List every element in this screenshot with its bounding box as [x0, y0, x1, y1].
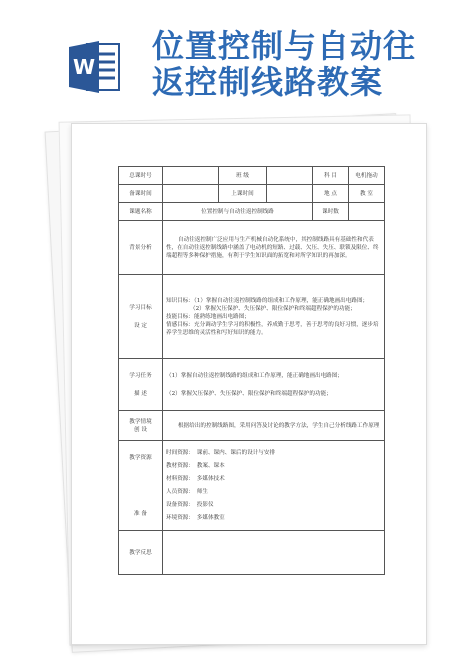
reflection-label: 教学反思 — [119, 531, 163, 575]
situation-text: 根据给出的控制线路图，采用问答及讨论的教学方法，学生自己分析线路工作原理 — [163, 411, 385, 441]
tasks-label-line-2: 描 述 — [134, 390, 147, 397]
goals-label-line-1: 学习目标 — [129, 304, 152, 311]
tasks-label — [119, 359, 163, 411]
table-row — [119, 411, 385, 441]
word-app-icon — [69, 38, 121, 96]
resources-content — [163, 441, 385, 531]
prep-time-value — [163, 185, 219, 203]
resource-line: 教材资源： 教案、课本 — [166, 462, 225, 469]
resources-label — [119, 441, 163, 531]
table-row — [119, 221, 385, 275]
resource-line: 设备资源： 投影仪 — [166, 501, 214, 508]
resource-line: 人员资源： 师生 — [166, 488, 208, 495]
class-value — [267, 167, 313, 185]
tasks-label-line-1: 学习任务 — [129, 372, 152, 379]
class-label: 班 级 — [219, 167, 267, 185]
hours-label: 课时数 — [313, 203, 349, 221]
resource-line: 环境资源： 多媒体教室 — [166, 514, 225, 521]
table-row — [119, 531, 385, 575]
class-time-label: 上课时间 — [219, 185, 267, 203]
reflection-value — [163, 531, 385, 575]
task-line: （1）掌握自动往返控制线路的组成和工作原理，能正确地画出电路图； — [166, 372, 343, 379]
subject-label: 科 目 — [313, 167, 349, 185]
word-icon-letter: W — [72, 55, 96, 79]
title-line-1: 位置控制与自动往 — [152, 27, 417, 65]
background-text: 自动往返控制广泛应用与生产机械自动化系统中，其控制线路具有基础性和代表性，在自动往返控制线路中涵盖了电动机的短路、过载、欠压、失压、联锁及限位、终端超程等多种保护措施，有利于学生知识面的拓宽和对所学知识的再加深。 — [163, 221, 385, 275]
total-lesson-value — [163, 167, 219, 185]
goal-line: 知识目标：（1）掌握自动往返控制线路的组成和工作原理，能正确地画出电路图； — [166, 297, 369, 304]
subject-value: 电机拖动 — [349, 167, 385, 185]
goal-line: （2）掌握欠压保护、失压保护、限位保护和终端超程保护的功能； — [190, 305, 356, 312]
location-value: 教 室 — [349, 185, 385, 203]
topic-label: 课题名称 — [119, 203, 163, 221]
table-row — [119, 359, 385, 411]
resources-label-line-2: 准 备 — [134, 510, 147, 517]
situation-label — [119, 411, 163, 441]
table-row — [119, 167, 385, 185]
resource-line: 材料资源： 多媒体技术 — [166, 475, 225, 482]
table-row — [119, 275, 385, 359]
title-line-2: 返控制线路教案 — [152, 63, 384, 101]
background-label: 背景分析 — [119, 221, 163, 275]
table-row — [119, 203, 385, 221]
task-line: （2）掌握欠压保护、失压保护、限位保护和终端超程保护的功能； — [166, 390, 332, 397]
situation-label-line-2: 创 设 — [134, 426, 147, 433]
hours-value — [349, 203, 385, 221]
goals-label — [119, 275, 163, 359]
goals-content — [163, 275, 385, 359]
resource-line: 时间资源： 课前、课内、课后的设计与安排 — [166, 449, 276, 456]
document-page — [71, 123, 427, 645]
situation-label-line-1: 教学情境 — [129, 418, 152, 425]
goal-line: 技能目标：能熟练地画出电路图； — [166, 313, 250, 320]
table-row — [119, 441, 385, 531]
total-lesson-label: 总课时号 — [119, 167, 163, 185]
goal-line: 情感目标：充分调动学生学习的积极性，养成勤于思考，善于思考的良好习惯，逐步培养学生思维的灵活性和写好知识的能力。 — [166, 321, 379, 336]
goals-label-line-2: 设 定 — [134, 322, 147, 329]
table-row — [119, 185, 385, 203]
class-time-value — [267, 185, 313, 203]
resources-label-line-1: 教学资源 — [129, 454, 152, 461]
document-title — [152, 28, 416, 100]
prep-time-label: 备课时间 — [119, 185, 163, 203]
topic-value: 位置控制与自动往返控制线路 — [163, 203, 313, 221]
tasks-content — [163, 359, 385, 411]
lesson-plan-table — [118, 166, 385, 575]
location-label: 地 点 — [313, 185, 349, 203]
